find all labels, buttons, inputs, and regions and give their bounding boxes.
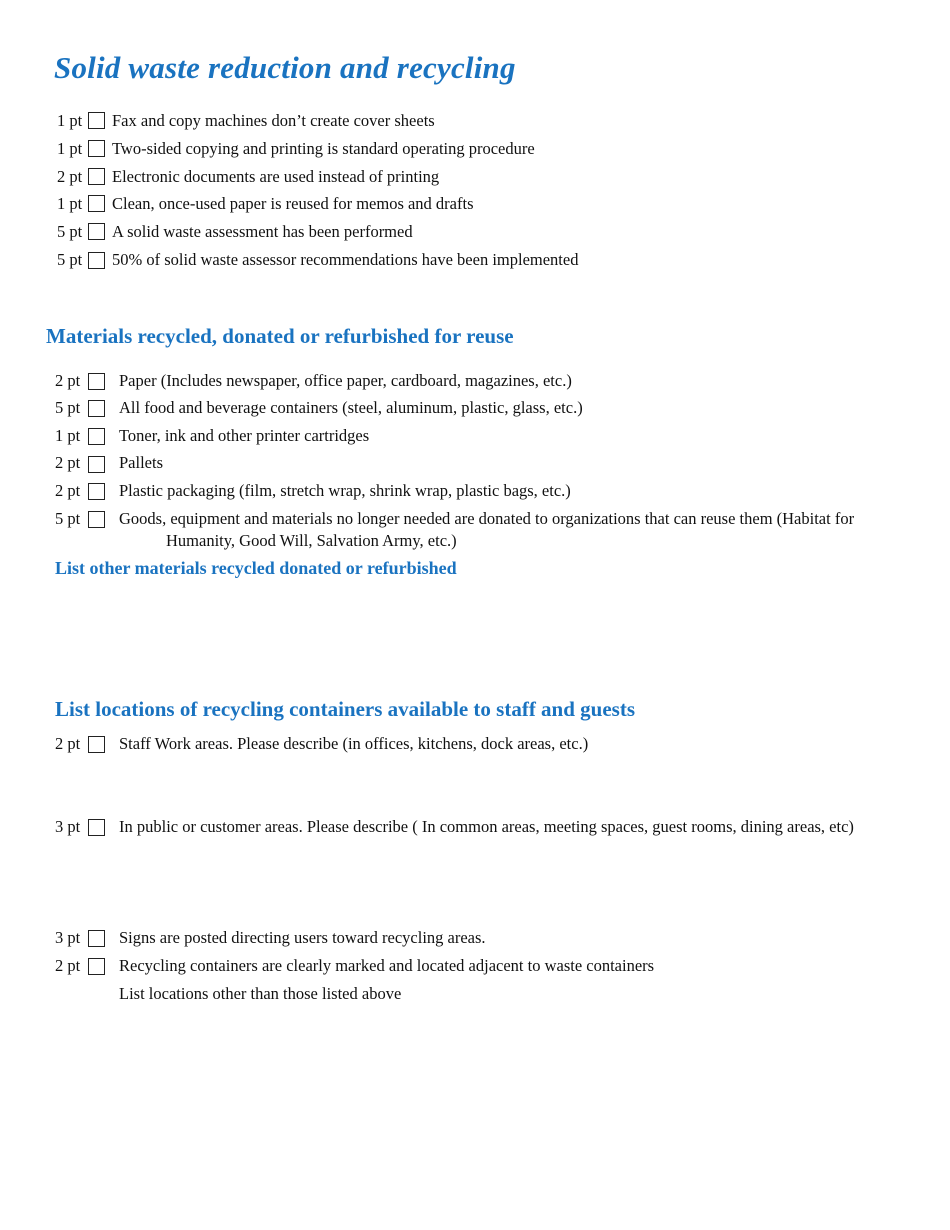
points-label: 5 pt [57,250,83,269]
item-text: In public or customer areas. Please describe ( In common areas, meeting spaces, guest rooms, dining areas, etc) [119,817,854,836]
item-text-continued: Humanity, Good Will, Salvation Army, etc.) [166,531,457,550]
points-label: 2 pt [55,734,81,753]
other-materials-heading: List other materials recycled donated or refurbished [55,558,457,578]
checkbox[interactable] [88,819,105,836]
section-heading-locations: List locations of recycling containers available to staff and guests [55,697,636,721]
checkbox[interactable] [88,456,105,473]
checkbox[interactable] [88,140,105,157]
checkbox[interactable] [88,511,105,528]
item-text: A solid waste assessment has been performed [112,222,413,241]
checkbox[interactable] [88,195,105,212]
checkbox[interactable] [88,168,105,185]
item-text: Goods, equipment and materials no longer needed are donated to organizations that can reuse them (Habitat for [119,509,855,528]
page-title: Solid waste reduction and recycling [54,50,516,85]
item-text: Pallets [119,453,163,472]
item-text: Staff Work areas. Please describe (in offices, kitchens, dock areas, etc.) [119,734,589,753]
item-text: Two-sided copying and printing is standard operating procedure [112,139,535,158]
points-label: 2 pt [55,956,81,975]
section-heading-materials: Materials recycled, donated or refurbished for reuse [46,324,514,348]
points-label: 3 pt [55,928,81,947]
other-locations-label: List locations other than those listed above [119,984,402,1003]
points-label: 3 pt [55,817,81,836]
points-label: 2 pt [55,453,81,472]
item-text: All food and beverage containers (steel, aluminum, plastic, glass, etc.) [119,398,583,417]
points-label: 2 pt [57,167,83,186]
item-text: Clean, once-used paper is reused for memos and drafts [112,194,474,213]
item-text: Recycling containers are clearly marked and located adjacent to waste containers [119,956,655,975]
checkbox[interactable] [88,428,105,445]
checkbox[interactable] [88,958,105,975]
checkbox[interactable] [88,252,105,269]
points-label: 1 pt [55,426,81,445]
item-text: Signs are posted directing users toward recycling areas. [119,928,486,947]
checkbox[interactable] [88,736,105,753]
checkbox[interactable] [88,112,105,129]
points-label: 1 pt [57,111,83,130]
points-label: 5 pt [55,509,81,528]
points-label: 1 pt [57,194,83,213]
item-text: 50% of solid waste assessor recommendations have been implemented [112,250,579,269]
points-label: 2 pt [55,371,81,390]
checkbox[interactable] [88,400,105,417]
checkbox[interactable] [88,223,105,240]
points-label: 2 pt [55,481,81,500]
item-text: Toner, ink and other printer cartridges [119,426,370,445]
points-label: 5 pt [57,222,83,241]
checkbox[interactable] [88,483,105,500]
item-text: Electronic documents are used instead of printing [112,167,440,186]
points-label: 1 pt [57,139,83,158]
item-text: Fax and copy machines don’t create cover sheets [112,111,435,130]
item-text: Paper (Includes newspaper, office paper, cardboard, magazines, etc.) [119,371,572,390]
checkbox[interactable] [88,930,105,947]
checkbox[interactable] [88,373,105,390]
points-label: 5 pt [55,398,81,417]
item-text: Plastic packaging (film, stretch wrap, shrink wrap, plastic bags, etc.) [119,481,571,500]
